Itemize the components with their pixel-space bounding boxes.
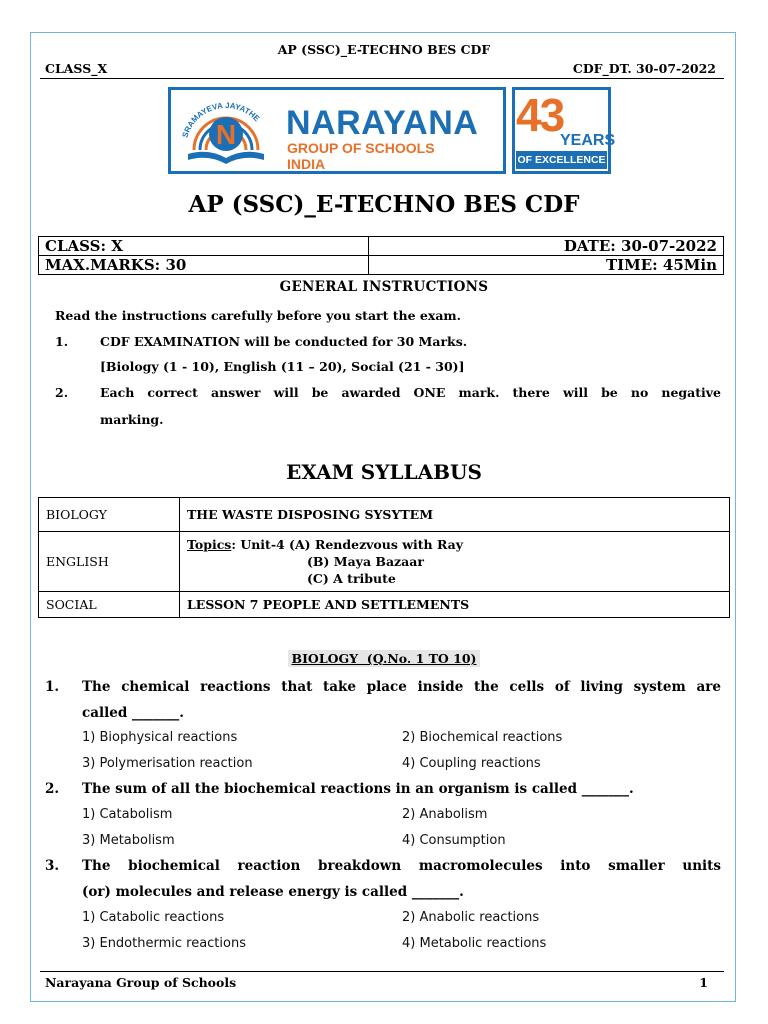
answer-option: 1) Catabolism (82, 807, 173, 822)
answer-option: 3) Metabolism (82, 833, 175, 848)
info-class: CLASS: X (39, 237, 369, 256)
answer-option: 4) Consumption (402, 833, 506, 848)
answer-option: 4) Coupling reactions (402, 756, 541, 771)
badge-number: 43 (516, 89, 564, 141)
question-text: The biochemical reaction breakdown macromolecules into smaller units (82, 858, 721, 874)
seal-text: SRAMAYEVA JAYATHE (180, 100, 262, 139)
page-title: AP (SSC)_E-TECHNO BES CDF (188, 191, 580, 218)
header-class: CLASS_X (45, 61, 108, 76)
section-heading (0, 651, 768, 666)
syllabus-content: THE WASTE DISPOSING SYSYTEM (180, 498, 730, 532)
instructions-heading: GENERAL INSTRUCTIONS (279, 279, 489, 295)
instruction-text: marking. (100, 412, 164, 427)
topics-label: Topics (187, 537, 232, 552)
section-heading-text: BIOLOGY (Q.No. 1 TO 10) (288, 650, 481, 667)
answer-option: 2) Anabolic reactions (402, 910, 540, 925)
answer-option: 1) Catabolic reactions (82, 910, 225, 925)
syllabus-table (38, 497, 730, 618)
answer-option: 2) Anabolism (402, 807, 488, 822)
question-number: 1. (45, 679, 60, 695)
instruction-text: Each correct answer will be awarded ONE mark. there will be no negative (100, 385, 721, 400)
instructions-intro: Read the instructions carefully before you start the exam. (55, 308, 462, 323)
footer-rule (40, 971, 724, 972)
question-text: (or) molecules and release energy is called _______. (82, 884, 464, 900)
exam-info-table (38, 236, 724, 275)
question-text: called _______. (82, 705, 184, 721)
brand-name: NARAYANA (286, 104, 479, 142)
syllabus-subject: BIOLOGY (39, 498, 180, 532)
answer-option: 2) Biochemical reactions (402, 730, 563, 745)
instruction-number: 1. (55, 334, 69, 349)
footer-school: Narayana Group of Schools (45, 975, 237, 990)
question-number: 2. (45, 781, 60, 797)
badge-excellence: OF EXCELLENCE (516, 151, 607, 169)
info-max-marks: MAX.MARKS: 30 (39, 256, 369, 275)
syllabus-subject: ENGLISH (39, 532, 180, 592)
answer-option: 1) Biophysical reactions (82, 730, 238, 745)
syllabus-content: Topics: Unit-4 (A) Rendezvous with Ray (B) Maya Bazaar (C) A tribute (180, 532, 730, 592)
brand-subtitle: GROUP OF SCHOOLS (287, 140, 435, 156)
header-rule (40, 78, 724, 79)
instruction-text: CDF EXAMINATION will be conducted for 30 Marks. (100, 334, 468, 349)
syllabus-heading: EXAM SYLLABUS (286, 460, 482, 484)
syllabus-content: LESSON 7 PEOPLE AND SETTLEMENTS (180, 592, 730, 618)
header-date: CDF_DT. 30-07-2022 (572, 61, 716, 76)
brand-country: INDIA (287, 156, 326, 172)
question-text: The chemical reactions that take place inside the cells of living system are (82, 679, 721, 695)
syllabus-subject: SOCIAL (39, 592, 180, 618)
answer-option: 3) Endothermic reactions (82, 936, 246, 951)
question-text: The sum of all the biochemical reactions in an organism is called _______. (82, 781, 634, 797)
header-title: AP (SSC)_E-TECHNO BES CDF (277, 42, 491, 57)
topic-line: (B) Maya Bazaar (307, 554, 424, 569)
svg-text:N: N (215, 119, 237, 150)
question-number: 3. (45, 858, 60, 874)
answer-option: 4) Metabolic reactions (402, 936, 547, 951)
topic-line: (C) A tribute (307, 571, 396, 586)
page-number: 1 (699, 975, 708, 990)
topic-line: Unit-4 (A) Rendezvous with Ray (240, 537, 463, 552)
instruction-number: 2. (55, 385, 69, 400)
info-time: TIME: 45Min (368, 256, 723, 275)
info-date: DATE: 30-07-2022 (368, 237, 723, 256)
instruction-text: [Biology (1 - 10), English (11 – 20), Social (21 - 30)] (100, 359, 465, 374)
badge-years: YEARS (560, 132, 616, 149)
narayana-emblem-icon (172, 90, 280, 172)
answer-option: 3) Polymerisation reaction (82, 756, 253, 771)
